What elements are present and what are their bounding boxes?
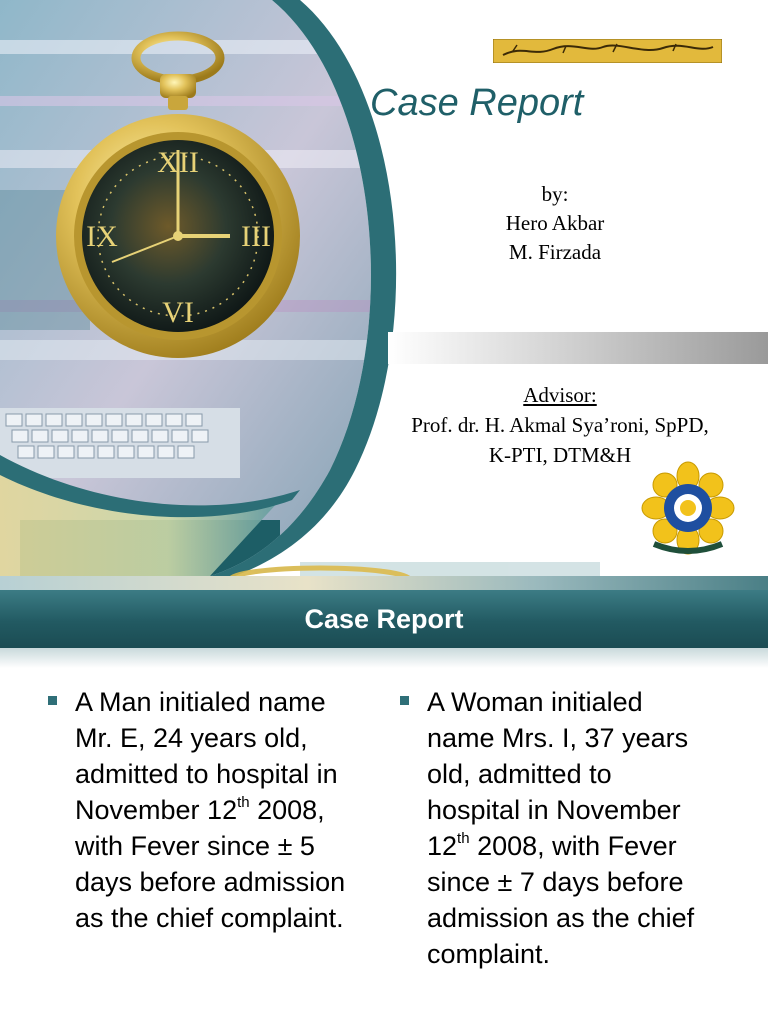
- university-emblem-logo: [640, 460, 736, 556]
- advisor-label: Advisor:: [523, 383, 597, 407]
- bismillah-calligraphy-banner: [493, 39, 722, 63]
- keyboard-image: [0, 408, 240, 478]
- case-report-heading: Case Report: [304, 604, 464, 634]
- author-name: M. Firzada: [508, 240, 602, 264]
- bullet-column-left: [48, 684, 348, 936]
- square-bullet-icon: [400, 696, 409, 705]
- case-report-slide: [0, 576, 768, 1024]
- bullet-text: A Man initialed name Mr. E, 24 years old, admitted to hospital in November 12th 2008, with Fever since ± 5 days before admission as the chief complaint.: [75, 687, 346, 933]
- advisor-name-line: K-PTI, DTM&H: [488, 443, 632, 467]
- partial-watch-lower: [230, 562, 600, 576]
- divider-bar: [388, 332, 768, 364]
- title-slide-heading: Case Report: [370, 82, 584, 124]
- bullet-text: A Woman initialed name Mrs. I, 37 years old, admitted to hospital in November 12th 2008, with Fever since ± 7 days before admission as the chief complaint.: [427, 687, 695, 969]
- clock-numeral-3: III: [241, 220, 271, 253]
- banner-shadow: [0, 648, 768, 668]
- clock-numeral-12: XII: [157, 146, 199, 179]
- authors-block: [470, 180, 640, 267]
- clock-numeral-9: IX: [86, 220, 118, 253]
- clock-numeral-6: VI: [162, 296, 194, 329]
- advisor-name-line: Prof. dr. H. Akmal Sya’roni, SpPD,: [411, 413, 709, 437]
- bullet-column-right: [400, 684, 700, 972]
- advisor-block: [360, 380, 760, 470]
- author-name: Hero Akbar: [505, 211, 605, 235]
- square-bullet-icon: [48, 696, 57, 705]
- by-label: by:: [541, 182, 569, 206]
- decorative-strip: [0, 576, 768, 590]
